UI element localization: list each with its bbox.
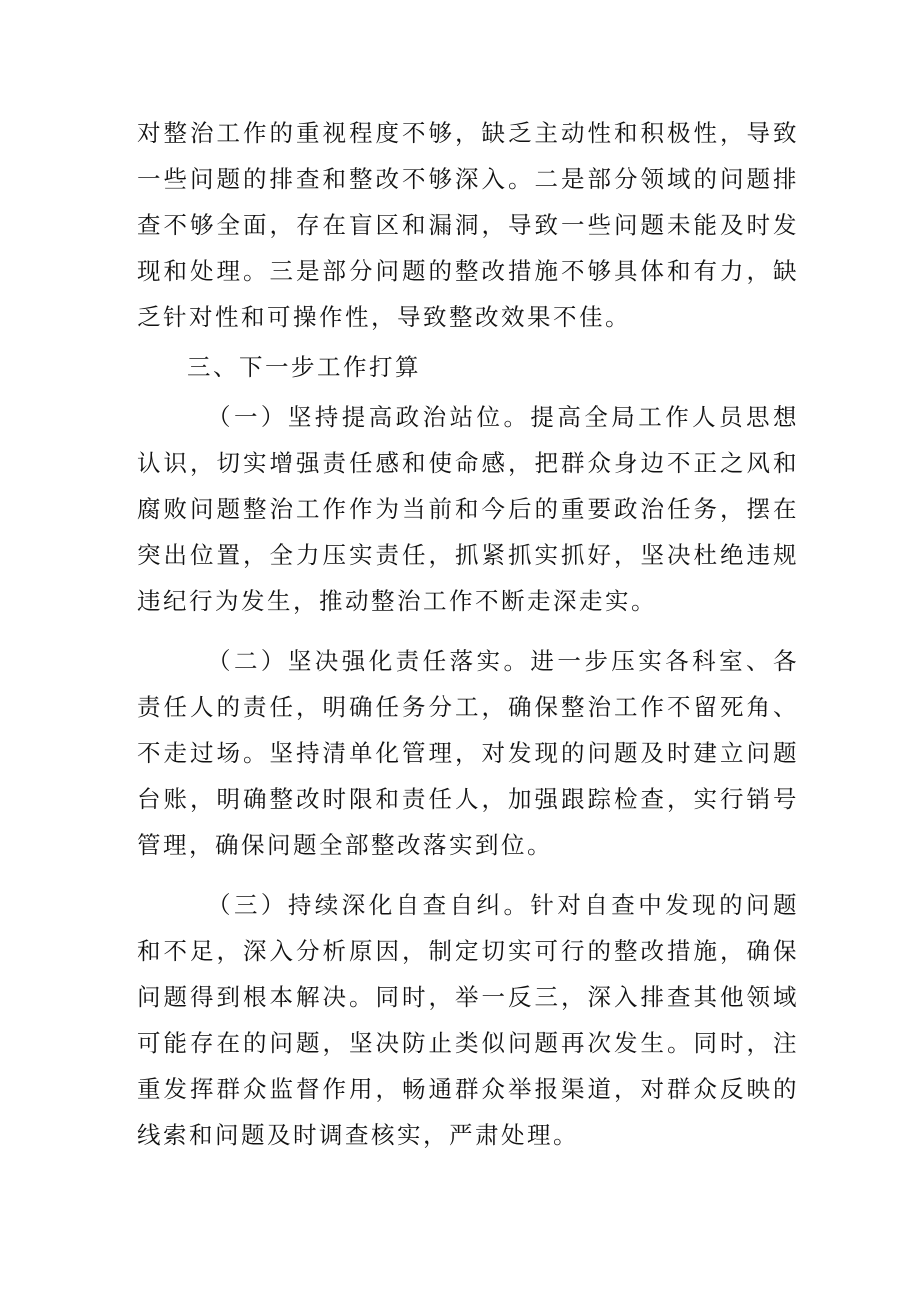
document-body [137, 110, 799, 1158]
paragraph-item-1: （一）坚持提高政治站位。提高全局工作人员思想认识，切实增强责任感和使命感，把群众身边不正之风和腐败问题整治工作作为当前和今后的重要政治任务，摆在突出位置，全力压实责任，抓紧抓实抓好，坚决杜绝违规违纪行为发生，推动整治工作不断走深走实。 [137, 403, 799, 615]
section-heading: 三、下一步工作打算 [187, 353, 421, 381]
paragraph-item-3: （三）持续深化自查自纠。针对自查中发现的问题和不足，深入分析原因，制定切实可行的整改措施，确保问题得到根本解决。同时，举一反三，深入排查其他领域可能存在的问题，坚决防止类似问题再次发生。同时，注重发挥群众监督作用，畅通群众举报渠道，对群众反映的线索和问题及时调查核实，严肃处理。 [137, 891, 799, 1149]
paragraph-continuation: 对整治工作的重视程度不够，缺乏主动性和积极性，导致一些问题的排查和整改不够深入。二是部分领域的问题排查不够全面，存在盲区和漏洞，导致一些问题未能及时发现和处理。三是部分问题的整改措施不够具体和有力，缺乏针对性和可操作性，导致整改效果不佳。 [137, 119, 799, 331]
paragraph-item-2: （二）坚决强化责任落实。进一步压实各科室、各责任人的责任，明确任务分工，确保整治工作不留死角、不走过场。坚持清单化管理，对发现的问题及时建立问题台账，明确整改时限和责任人，加强跟踪检查，实行销号管理，确保问题全部整改落实到位。 [137, 647, 799, 859]
